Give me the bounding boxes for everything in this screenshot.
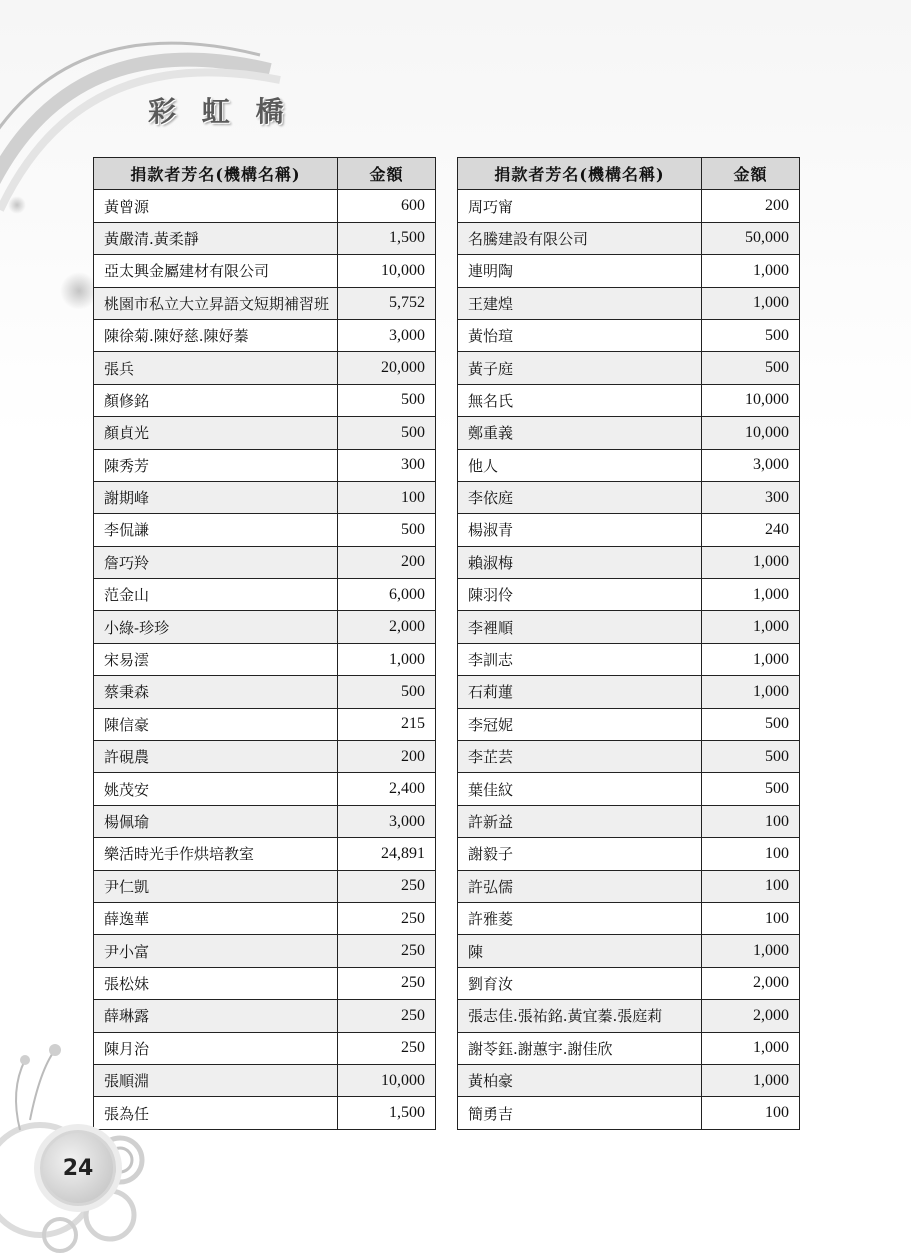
table-row	[458, 481, 800, 513]
donation-amount-cell: 500	[702, 352, 800, 384]
donor-name-cell: 李依庭	[458, 481, 702, 513]
donor-name-cell: 黃曾源	[94, 190, 338, 222]
table-row	[458, 1097, 800, 1129]
donor-name-cell: 無名氏	[458, 384, 702, 416]
table-row	[458, 1032, 800, 1064]
table-row	[94, 514, 436, 546]
donor-name-cell: 李訓志	[458, 643, 702, 675]
donor-name-cell: 陳月治	[94, 1032, 338, 1064]
donation-amount-cell: 1,000	[702, 1064, 800, 1096]
donation-amount-cell: 240	[702, 514, 800, 546]
column-header-name: 捐款者芳名(機構名稱)	[94, 158, 338, 190]
donor-name-cell: 謝苓鈺.謝蕙宇.謝佳欣	[458, 1032, 702, 1064]
table-row	[458, 902, 800, 934]
donor-name-cell: 張松妹	[94, 967, 338, 999]
donor-name-cell: 連明陶	[458, 255, 702, 287]
table-row	[94, 773, 436, 805]
table-row	[94, 449, 436, 481]
donor-name-cell: 謝期峰	[94, 481, 338, 513]
donation-table-right	[457, 157, 800, 1130]
donation-amount-cell: 300	[702, 481, 800, 513]
donation-amount-cell: 10,000	[338, 255, 436, 287]
table-row	[458, 838, 800, 870]
donor-name-cell: 薛琳露	[94, 1000, 338, 1032]
donation-amount-cell: 1,000	[702, 579, 800, 611]
donor-name-cell: 簡勇吉	[458, 1097, 702, 1129]
donation-amount-cell: 1,000	[338, 643, 436, 675]
donation-amount-cell: 1,500	[338, 1097, 436, 1129]
donation-amount-cell: 500	[338, 384, 436, 416]
table-row	[94, 352, 436, 384]
donation-amount-cell: 300	[338, 449, 436, 481]
table-row	[458, 611, 800, 643]
table-row	[94, 190, 436, 222]
table-row	[458, 676, 800, 708]
donation-amount-cell: 200	[702, 190, 800, 222]
table-row	[458, 352, 800, 384]
donation-amount-cell: 1,000	[702, 287, 800, 319]
donation-amount-cell: 250	[338, 1000, 436, 1032]
table-row	[94, 935, 436, 967]
decorative-bokeh	[8, 196, 26, 214]
donation-amount-cell: 100	[702, 870, 800, 902]
donation-amount-cell: 2,000	[702, 967, 800, 999]
donation-table-left	[93, 157, 436, 1130]
donor-name-cell: 李芷芸	[458, 741, 702, 773]
donation-amount-cell: 1,000	[702, 1032, 800, 1064]
donation-amount-cell: 500	[702, 773, 800, 805]
table-row	[458, 546, 800, 578]
donor-name-cell: 賴淑梅	[458, 546, 702, 578]
table-row	[458, 255, 800, 287]
donation-amount-cell: 1,500	[338, 222, 436, 254]
donation-amount-cell: 1,000	[702, 255, 800, 287]
donor-name-cell: 許新益	[458, 805, 702, 837]
donor-name-cell: 許弘儒	[458, 870, 702, 902]
column-header-amount: 金額	[702, 158, 800, 190]
donation-amount-cell: 500	[702, 708, 800, 740]
column-header-name: 捐款者芳名(機構名稱)	[458, 158, 702, 190]
table-row	[94, 222, 436, 254]
donation-amount-cell: 215	[338, 708, 436, 740]
table-row	[458, 190, 800, 222]
page-header-title: 彩 虹 橋	[148, 95, 292, 128]
donation-amount-cell: 3,000	[702, 449, 800, 481]
table-row	[94, 708, 436, 740]
table-row	[94, 870, 436, 902]
donor-name-cell: 周巧甯	[458, 190, 702, 222]
donation-amount-cell: 500	[338, 417, 436, 449]
donor-name-cell: 樂活時光手作烘培教室	[94, 838, 338, 870]
donor-name-cell: 陳信豪	[94, 708, 338, 740]
table-body-right	[458, 190, 800, 1129]
donation-amount-cell: 5,752	[338, 287, 436, 319]
donor-name-cell: 李侃謙	[94, 514, 338, 546]
table-row	[458, 514, 800, 546]
donor-name-cell: 李裡順	[458, 611, 702, 643]
donor-name-cell: 劉育汝	[458, 967, 702, 999]
donation-amount-cell: 1,000	[702, 643, 800, 675]
table-row	[94, 902, 436, 934]
donor-name-cell: 張順淵	[94, 1064, 338, 1096]
table-row	[458, 222, 800, 254]
table-row	[94, 643, 436, 675]
donation-amount-cell: 24,891	[338, 838, 436, 870]
donation-amount-cell: 100	[338, 481, 436, 513]
donation-amount-cell: 3,000	[338, 319, 436, 351]
donor-name-cell: 石莉蓮	[458, 676, 702, 708]
table-row	[458, 319, 800, 351]
table-row	[94, 611, 436, 643]
donor-name-cell: 范金山	[94, 579, 338, 611]
donor-name-cell: 李冠妮	[458, 708, 702, 740]
table-row	[94, 838, 436, 870]
table-row	[458, 579, 800, 611]
donor-name-cell: 鄭重義	[458, 417, 702, 449]
donor-name-cell: 名騰建設有限公司	[458, 222, 702, 254]
table-row	[458, 643, 800, 675]
donor-name-cell: 陳秀芳	[94, 449, 338, 481]
table-row	[94, 287, 436, 319]
donation-amount-cell: 250	[338, 1032, 436, 1064]
table-row	[458, 741, 800, 773]
table-header-row	[94, 158, 436, 190]
table-row	[458, 417, 800, 449]
donor-name-cell: 張兵	[94, 352, 338, 384]
table-row	[458, 1064, 800, 1096]
donor-name-cell: 張志佳.張祐銘.黃宜蓁.張庭莉	[458, 1000, 702, 1032]
donor-name-cell: 他人	[458, 449, 702, 481]
donation-amount-cell: 20,000	[338, 352, 436, 384]
table-row	[94, 676, 436, 708]
donation-amount-cell: 1,000	[702, 676, 800, 708]
table-row	[458, 967, 800, 999]
donation-amount-cell: 200	[338, 741, 436, 773]
donor-name-cell: 小綠-珍珍	[94, 611, 338, 643]
donor-name-cell: 詹巧羚	[94, 546, 338, 578]
donor-name-cell: 顏修銘	[94, 384, 338, 416]
donor-name-cell: 尹仁凱	[94, 870, 338, 902]
table-row	[94, 481, 436, 513]
donor-name-cell: 宋易澐	[94, 643, 338, 675]
donation-amount-cell: 250	[338, 935, 436, 967]
table-row	[94, 255, 436, 287]
donation-amount-cell: 100	[702, 902, 800, 934]
table-row	[458, 935, 800, 967]
donation-amount-cell: 2,400	[338, 773, 436, 805]
table-row	[94, 1000, 436, 1032]
donor-name-cell: 黃怡瑄	[458, 319, 702, 351]
table-row	[458, 773, 800, 805]
table-row	[94, 967, 436, 999]
table-row	[94, 741, 436, 773]
column-header-amount: 金額	[338, 158, 436, 190]
table-row	[94, 805, 436, 837]
donor-name-cell: 許雅菱	[458, 902, 702, 934]
donation-amount-cell: 1,000	[702, 611, 800, 643]
donation-amount-cell: 250	[338, 902, 436, 934]
donation-amount-cell: 10,000	[338, 1064, 436, 1096]
donor-name-cell: 王建煌	[458, 287, 702, 319]
donor-name-cell: 姚茂安	[94, 773, 338, 805]
donation-amount-cell: 250	[338, 870, 436, 902]
donor-name-cell: 蔡秉森	[94, 676, 338, 708]
table-row	[458, 1000, 800, 1032]
donation-amount-cell: 500	[338, 676, 436, 708]
page-number: 24	[62, 1155, 94, 1181]
donation-amount-cell: 1,000	[702, 546, 800, 578]
donor-name-cell: 薛逸華	[94, 902, 338, 934]
table-row	[94, 319, 436, 351]
donor-name-cell: 楊淑青	[458, 514, 702, 546]
table-row	[94, 579, 436, 611]
table-row	[94, 546, 436, 578]
donor-name-cell: 葉佳紋	[458, 773, 702, 805]
donor-name-cell: 楊佩瑜	[94, 805, 338, 837]
donation-amount-cell: 10,000	[702, 384, 800, 416]
donation-amount-cell: 100	[702, 1097, 800, 1129]
table-row	[458, 870, 800, 902]
donor-name-cell: 許硯農	[94, 741, 338, 773]
donor-name-cell: 桃園市私立大立昇語文短期補習班	[94, 287, 338, 319]
donor-name-cell: 黃柏豪	[458, 1064, 702, 1096]
table-row	[94, 384, 436, 416]
table-row	[94, 417, 436, 449]
page-number-badge	[40, 1130, 116, 1206]
donation-amount-cell: 500	[338, 514, 436, 546]
donation-amount-cell: 200	[338, 546, 436, 578]
donor-name-cell: 尹小富	[94, 935, 338, 967]
table-body-left	[94, 190, 436, 1129]
donation-amount-cell: 6,000	[338, 579, 436, 611]
donor-name-cell: 陳羽伶	[458, 579, 702, 611]
donation-amount-cell: 10,000	[702, 417, 800, 449]
donation-amount-cell: 1,000	[702, 935, 800, 967]
table-row	[458, 805, 800, 837]
donor-name-cell: 亞太興金屬建材有限公司	[94, 255, 338, 287]
donation-amount-cell: 100	[702, 805, 800, 837]
donor-name-cell: 顏貞光	[94, 417, 338, 449]
table-row	[458, 708, 800, 740]
donor-name-cell: 黃嚴清.黃柔靜	[94, 222, 338, 254]
donation-amount-cell: 250	[338, 967, 436, 999]
donation-amount-cell: 600	[338, 190, 436, 222]
donation-amount-cell: 2,000	[338, 611, 436, 643]
donation-amount-cell: 3,000	[338, 805, 436, 837]
donor-name-cell: 陳	[458, 935, 702, 967]
donation-amount-cell: 2,000	[702, 1000, 800, 1032]
donation-amount-cell: 100	[702, 838, 800, 870]
table-header-row	[458, 158, 800, 190]
donation-amount-cell: 500	[702, 741, 800, 773]
donor-name-cell: 張為任	[94, 1097, 338, 1129]
table-row	[458, 287, 800, 319]
donation-amount-cell: 50,000	[702, 222, 800, 254]
table-row	[458, 384, 800, 416]
donor-name-cell: 黃子庭	[458, 352, 702, 384]
donor-name-cell: 謝毅子	[458, 838, 702, 870]
donation-amount-cell: 500	[702, 319, 800, 351]
donor-name-cell: 陳徐菊.陳妤慈.陳妤蓁	[94, 319, 338, 351]
table-row	[458, 449, 800, 481]
